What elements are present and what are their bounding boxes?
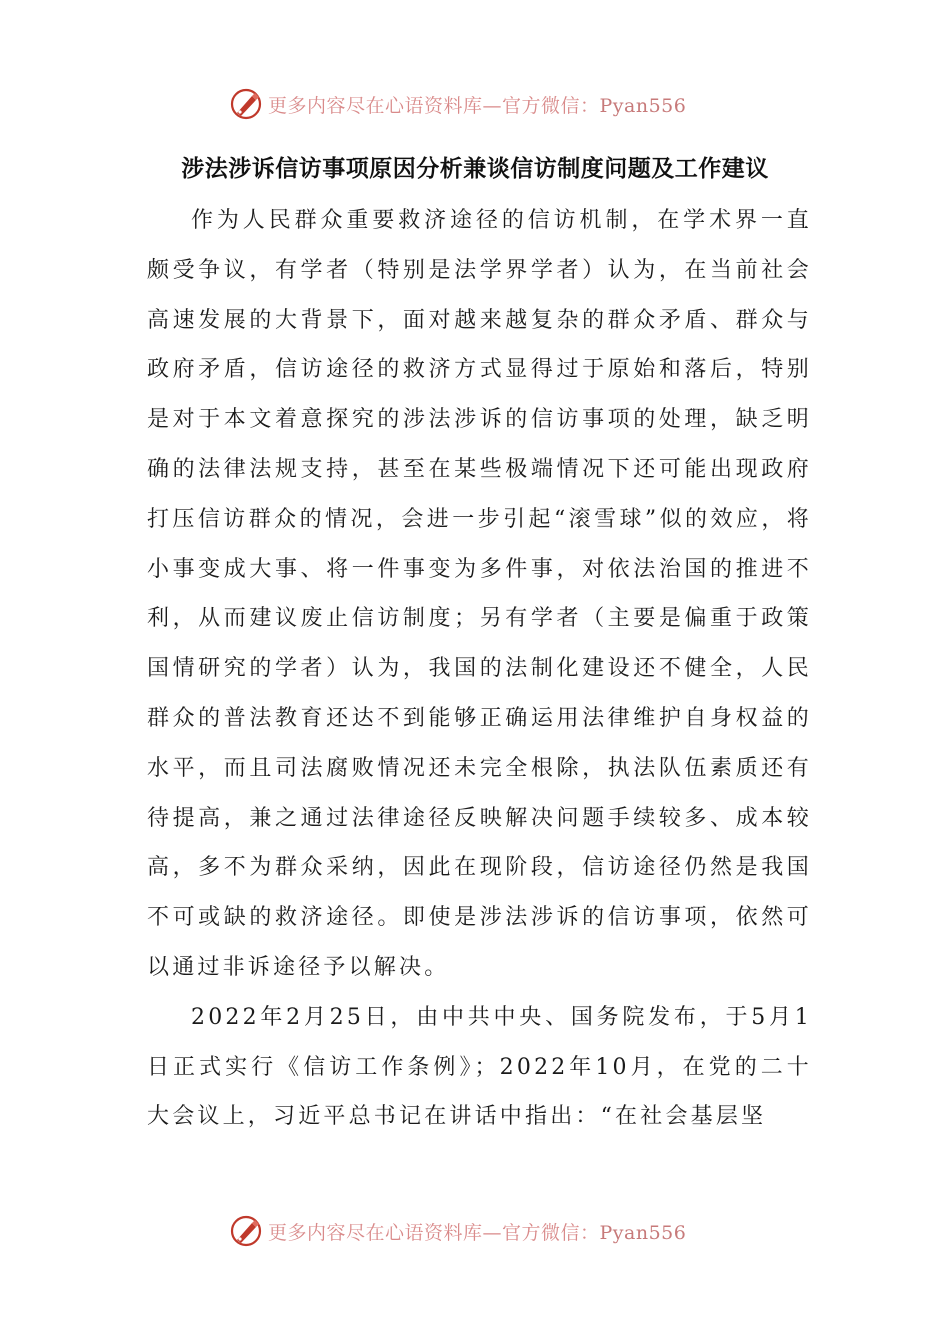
pen-nib-seal-icon (228, 1213, 264, 1249)
body-paragraph-1: 作为人民群众重要救济途径的信访机制，在学术界一直颇受争议，有学者（特别是法学界学者）认为，在当前社会高速发展的大背景下，面对越来越复杂的群众矛盾、群众与政府矛盾，信访途径的救济方式显得过于原始和落后，特别是对于本文着意探究的涉法涉诉的信访事项的处理，缺乏明确的法律法规支持，甚至在某些极端情况下还可能出现政府打压信访群众的情况，会进一步引起“滚雪球”似的效应，将小事变成大事、将一件事变为多件事，对依法治国的推进不利，从而建议废止信访制度；另有学者（主要是偏重于政策国情研究的学者）认为，我国的法制化建设还不健全，人民群众的普法教育还达不到能够正确运用法律维护自身权益的水平，而且司法腐败情况还未完全根除，执法队伍素质还有待提高，兼之通过法律途径反映解决问题手续较多、成本较高，多不为群众采纳，因此在现阶段，信访途径仍然是我国不可或缺的救济途径。即使是涉法涉诉的信访事项，依然可以通过非诉途径予以解决。 (147, 208, 812, 980)
document-body (147, 196, 812, 1142)
document-title: 涉法涉诉信访事项原因分析兼谈信访制度问题及工作建议 (181, 156, 769, 182)
watermark-text: 更多内容尽在心语资料库—官方微信：Pyan556 (268, 94, 687, 117)
watermark-text: 更多内容尽在心语资料库—官方微信：Pyan556 (268, 1221, 687, 1244)
header-watermark (228, 84, 686, 124)
footer-watermark (228, 1211, 686, 1251)
body-paragraph-2: 2022年2月25日，由中共中央、国务院发布，于5月1日正式实行《信访工作条例》；2022年10月，在党的二十大会议上，习近平总书记在讲话中指出：“在社会基层坚 (147, 1004, 812, 1130)
pen-nib-seal-icon (228, 86, 264, 122)
